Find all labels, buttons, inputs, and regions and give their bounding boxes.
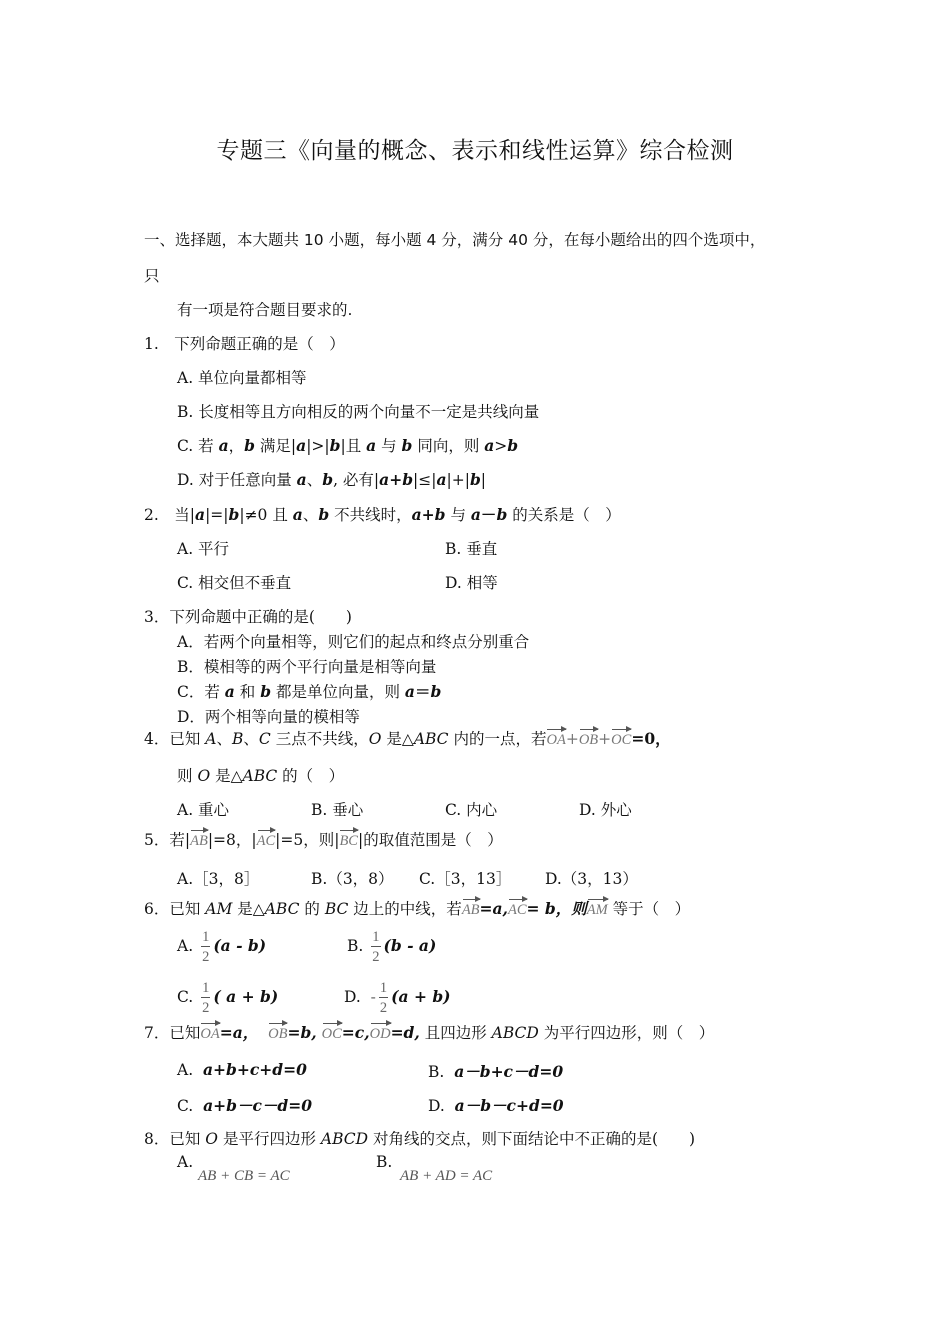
question-3-stem: 3．下列命题中正确的是( )	[144, 608, 352, 626]
question-7-option-a: A. a+b+c+d=0	[177, 1060, 307, 1079]
question-8-option-b-label: B.	[376, 1153, 393, 1171]
question-6-option-a: A. $\frac{1}{2}$ (a - b)	[177, 929, 267, 965]
question-6-option-b: B. $\frac{1}{2}$ (b - a)	[347, 929, 437, 965]
vector-ob: OB	[268, 1020, 287, 1043]
question-5-stem: 5．若|AB|=8，|AC|=5，则|BC|的取值范围是（ ）	[144, 827, 503, 850]
question-4-stem: 4．已知 A、B、C 三点不共线，O 是△ABC 内的一点，若OA+OB+OC=0，	[144, 726, 671, 749]
fraction-half: $\frac{1}{2}$	[379, 980, 388, 1016]
question-6-stem: 6．已知 AM 是△ABC 的 BC 边上的中线，若AB=a,AC= b，则AM 等于（ ）	[144, 896, 690, 919]
vector-bc: BC	[339, 827, 358, 850]
section-heading-line1: 一、选择题，本大题共 10 小题，每小题 4 分，满分 40 分，在每小题给出的四个选项中，	[144, 231, 766, 249]
vector-oc: OC	[611, 726, 631, 749]
question-8-option-b-expr: AB + AD = AC	[400, 1168, 493, 1184]
question-3-option-d: D．两个相等向量的模相等	[177, 708, 360, 726]
fraction-half: $\frac{1}{2}$	[372, 929, 380, 965]
question-1-option-a: A. 单位向量都相等	[177, 369, 307, 387]
question-4-option-d: D. 外心	[579, 801, 632, 819]
fraction-half: $\frac{1}{2}$	[202, 980, 210, 1016]
question-1-option-c: C. 若 a，b 满足|a|>|b|且 a 与 b 同向，则 a>b	[177, 436, 519, 455]
section-heading-line3: 有一项是符合题目要求的.	[177, 301, 353, 319]
question-2-option-b: B. 垂直	[445, 540, 498, 558]
page-title: 专题三《向量的概念、表示和线性运算》综合检测	[216, 138, 734, 164]
question-6-option-d: D. - $\frac{1}{2}$ (a + b)	[344, 980, 451, 1016]
vector-oc: OC	[322, 1020, 342, 1043]
question-7-stem: 7．已知OA=a， OB=b, OC=c,OD=d, 且四边形 ABCD 为平行四边形，则（ ）	[144, 1020, 714, 1043]
question-1-option-d: D. 对于任意向量 a、b, 必有|a+b|≤|a|+|b|	[177, 470, 487, 489]
vector-ab: AB	[462, 896, 480, 919]
question-4-option-c: C. 内心	[445, 801, 498, 819]
section-heading-line2: 只	[144, 267, 160, 285]
question-2-option-a: A. 平行	[177, 540, 230, 558]
question-5-option-a: A.［3，8］	[177, 870, 260, 888]
question-4-option-a: A. 重心	[177, 801, 230, 819]
question-7-option-b: B. a－b+c－d=0	[428, 1062, 564, 1081]
question-1-stem: 1. 下列命题正确的是（ ）	[144, 335, 345, 353]
vector-am: AM	[587, 896, 608, 919]
question-5-option-c: C.［3，13］	[419, 870, 512, 888]
fraction-half: $\frac{1}{2}$	[202, 929, 210, 965]
vector-ac: AC	[508, 896, 527, 919]
vector-oa: OA	[546, 726, 565, 749]
vector-ac: AC	[257, 827, 276, 850]
question-2-option-c: C. 相交但不垂直	[177, 574, 292, 592]
question-3-option-b: B．模相等的两个平行向量是相等向量	[177, 658, 437, 676]
question-8-option-a-label: A.	[177, 1153, 194, 1171]
question-7-option-d: D. a－b－c+d=0	[428, 1096, 564, 1115]
question-2-stem: 2. 当|a|=|b|≠0 且 a、b 不共线时，a+b 与 a－b 的关系是（ ）	[144, 505, 621, 524]
question-3-option-c: C．若 a 和 b 都是单位向量，则 a＝b	[177, 682, 442, 701]
question-7-option-c: C. a+b－c－d=0	[177, 1096, 313, 1115]
question-3-option-a: A．若两个向量相等，则它们的起点和终点分别重合	[177, 633, 530, 651]
question-4-option-b: B. 垂心	[311, 801, 364, 819]
vector-oa: OA	[200, 1020, 219, 1043]
question-8-stem: 8．已知 O 是平行四边形 ABCD 对角线的交点，则下面结论中不正确的是( )	[144, 1130, 696, 1148]
question-5-option-d: D.（3，13）	[545, 870, 638, 888]
question-4-stem-line2: 则 O 是△ABC 的（ ）	[177, 767, 345, 785]
question-6-option-c: C. $\frac{1}{2}$ ( a + b)	[177, 980, 279, 1016]
question-8-option-a-expr: AB + CB = AC	[198, 1168, 290, 1184]
question-5-option-b: B.（3，8）	[311, 870, 394, 888]
vector-ob: OB	[579, 726, 598, 749]
question-2-option-d: D. 相等	[445, 574, 498, 592]
vector-od: OD	[370, 1020, 391, 1043]
vector-ab: AB	[190, 827, 208, 850]
question-1-option-b: B. 长度相等且方向相反的两个向量不一定是共线向量	[177, 403, 540, 421]
